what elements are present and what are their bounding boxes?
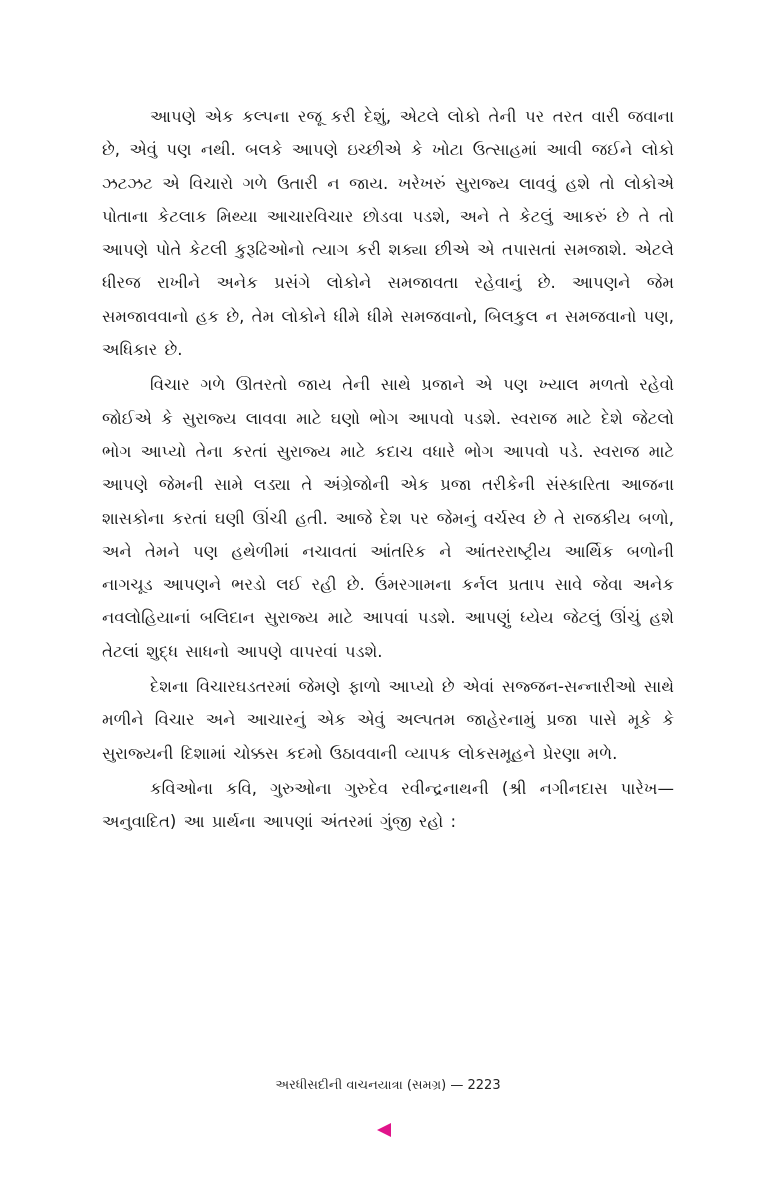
paragraph-3: દેશના વિચારઘડતરમાં જેમણે ફાળો આપ્યો છે એવાં સજ્જન-સન્નારીઓ સાથે મળીને વિચાર અને આચારનું એક એવું અલ્પતમ જાહેરનામું પ્રજા પાસે મૂકે કે સુરાજ્યની દિશામાં ચોક્કસ કદમો ઉઠાવવાની વ્યાપક લોકસમૂહને પ્રેરણા મળે. — [102, 677, 674, 763]
paragraph-4: કવિઓના કવિ, ગુરુઓના ગુરુદેવ રવીન્દ્રનાથની (શ્રી નગીનદાસ પારેખ—અનુવાદિત) આ પ્રાર્થના આપણાં અંતરમાં ગુંજી રહો : — [102, 778, 674, 832]
footer-book-title: અરધીસદીની વાચનયાત્રા (સમગ્ર) — [275, 1078, 447, 1093]
paragraph-2: વિચાર ગળે ઊતરતો જાય તેની સાથે પ્રજાને એ પણ ખ્યાલ મળતો રહેવો જોઈએ કે સુરાજ્ય લાવવા માટે ઘણો ભોગ આપવો પડશે. સ્વરાજ માટે દેશે જેટલો ભોગ આપ્યો તેના કરતાં સુરાજ્ય માટે કદાચ વધારે ભોગ આપવો પડે. સ્વરાજ માટે આપણે જેમની સામે લડ્યા તે અંગ્રેજોની એક પ્રજા તરીકેની સંસ્કારિતા આજના શાસકોના કરતાં ઘણી ઊંચી હતી. આજે દેશ પર જેમનું વર્ચસ્વ છે તે રાજકીય બળો, અને તેમને પણ હથેળીમાં નચાવતાં આંતરિક ને આંતરરાષ્ટ્રીય આર્થિક બળોની નાગચૂડ આપણને ભરડો લઈ રહી છે. ઉંમરગામના કર્નલ પ્રતાપ સાવે જેવા અનેક નવલોહિયાનાં બલિદાન સુરાજ્ય માટે આપવાં પડશે. આપણું ધ્યેય જેટલું ઊંચું હશે તેટલાં શુદ્ધ સાધનો આપણે વાપરવાં પડશે. — [102, 375, 674, 661]
previous-page-arrow-icon[interactable] — [377, 1123, 391, 1137]
page-body — [102, 100, 674, 839]
footer-page-number: 2223 — [467, 1078, 501, 1093]
page-footer — [0, 1078, 776, 1093]
paragraph-1: આપણે એક કલ્પના રજૂ કરી દેશું, એટલે લોકો તેની પર તરત વારી જવાના છે, એવું પણ નથી. બલકે આપણે ઇચ્છીએ કે ખોટા ઉત્સાહમાં આવી જઈને લોકો ઝટઝટ એ વિચારો ગળે ઉતારી ન જાય. ખરેખરું સુરાજ્ય લાવવું હશે તો લોકોએ પોતાના કેટલાક મિથ્યા આચારવિચાર છોડવા પડશે, અને તે કેટલું આકરું છે તે તો આપણે પોતે કેટલી કુરૂઢિઓનો ત્યાગ કરી શક્યા છીએ એ તપાસતાં સમજાશે. એટલે ધીરજ રાખીને અનેક પ્રસંગે લોકોને સમજાવતા રહેવાનું છે. આપણને જેમ સમજાવવાનો હક છે, તેમ લોકોને ધીમે ધીમે સમજવાનો, બિલકુલ ન સમજવાનો પણ, અધિકાર છે. — [102, 107, 674, 360]
footer-separator: — — [450, 1078, 464, 1093]
